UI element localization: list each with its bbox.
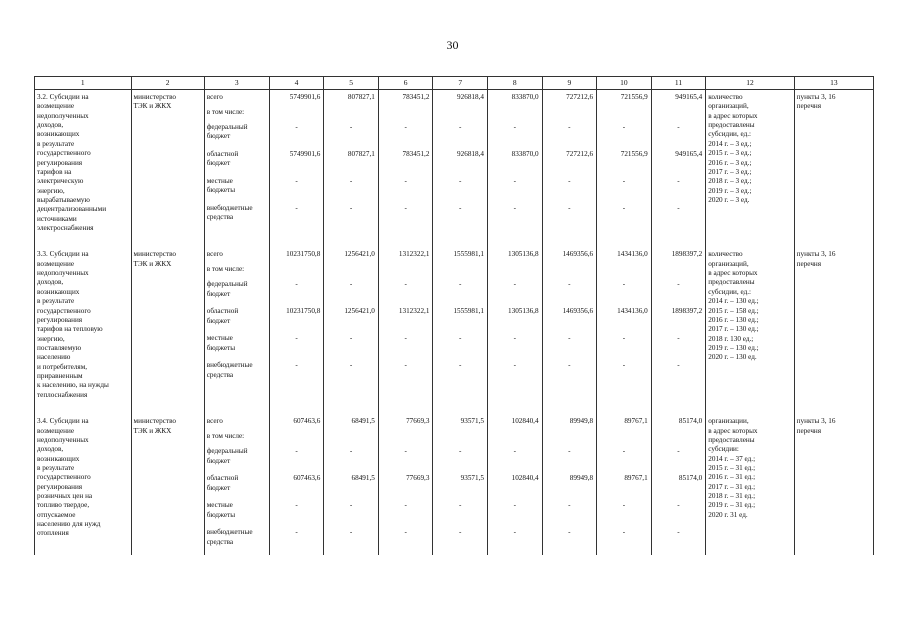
amount-value: - [459,204,462,212]
spacer-cell [542,400,597,414]
amount-value: 68491,5 [351,417,375,426]
year-amount-cell [324,247,379,400]
amount-value: - [349,447,353,456]
amount-value: - [622,361,626,370]
page-number: 30 [446,38,459,52]
year-amount-cell [433,414,488,555]
amount-value: 1898397,2 [671,307,703,316]
year-amount-cell [378,90,433,234]
expected-outcome: количество организаций, в адрес которых предоставлены субсидии, ед.: 2014 г. – 3 ед.; 2015 г. – 3 ед.; 2016 г. – 3 ед.; 2017 г. – 3 ед.; 2018 г. – 3 ед.; 2019 г. – 3 ед.; 2020 г. – 3 ед. [706,90,794,234]
spacer-cell [597,400,652,414]
program-section-row [35,414,874,555]
funding-source-label: всего [206,417,223,426]
amount-value: 833870,0 [511,93,539,101]
amount-value: - [459,447,462,456]
amount-value: 1256421,0 [344,250,375,259]
spacer-cell [433,400,488,414]
amount-value: - [459,361,462,370]
year-amount-cell [651,414,706,555]
funding-source-label: местные бюджеты [206,334,236,352]
amount-value: 102840,4 [511,474,539,483]
amount-value: 93571,5 [460,474,484,483]
program-section-row [35,247,874,400]
amount-value: - [404,123,407,131]
funding-source-label: внебюджетные средства [206,528,253,546]
amount-value [652,108,706,123]
amount-value [324,108,378,123]
amount-value [597,265,651,280]
activity-description: 3.2. Субсидии на возмещение недополученных доходов, возникающих в результате государственного регулирования тарифов на электрическую энергию, вырабатываемую децентрализованными источниками электроснабжения [35,90,132,234]
spacer-cell [542,233,597,247]
spacer-cell [378,400,433,414]
expected-outcome: организации, в адрес которых предоставлены субсидии: 2014 г. – 37 ед.; 2015 г. – 31 ед.; 2016 г. – 31 ед.; 2017 г. – 31 ед.; 2018 г. – 31 ед.; 2019 г. – 31 ед.; 2020 г. 31 ед. [706,414,794,555]
column-number-cell: 2 [131,77,204,90]
column-number-cell: 5 [324,77,379,90]
year-amount-cell [378,247,433,400]
column-number-cell: 4 [269,77,324,90]
funding-source-label: в том числе: [206,265,245,274]
amount-value [488,108,542,123]
year-amount-cell [433,247,488,400]
spacer-cell [269,233,324,247]
year-amount-cell [324,90,379,234]
amount-value: - [404,501,407,510]
amount-value: - [513,501,516,510]
amount-value: - [349,204,353,212]
amount-value [543,108,597,123]
funding-source-label: местные бюджеты [206,501,236,519]
spacer-cell [488,400,543,414]
amount-value [324,265,378,280]
funding-source-label: местные бюджеты [206,177,236,195]
funding-sources-cell [204,90,269,234]
amount-value: - [295,177,298,185]
amount-value: - [349,177,353,185]
amount-value: - [404,280,407,289]
amount-value: - [513,447,516,456]
amount-value: - [677,123,680,131]
spacer-cell [651,400,706,414]
amount-value: - [622,447,626,456]
activity-description: 3.4. Субсидии на возмещение недополученных доходов, возникающих в результате государственного регулирования розничных цен на топливо твердое, отпускаемое населению для нужд отопления [35,414,132,555]
amount-value: - [622,334,626,343]
amount-value: 1469356,6 [562,250,594,259]
column-number-cell: 11 [651,77,706,90]
amount-value: 721556,9 [620,150,648,158]
year-amount-cell [542,247,597,400]
list-references: пункты 3, 16 перечня [794,90,873,234]
amount-value: 727212,6 [566,93,594,101]
spacer-cell [794,400,873,414]
amount-value: 949165,4 [675,93,703,101]
funding-source-label: всего [206,93,223,101]
funding-source-label: всего [206,250,223,259]
amount-value: 949165,4 [675,150,703,158]
amount-value: - [622,280,626,289]
list-references: пункты 3, 16 перечня [794,414,873,555]
funding-source-label: в том числе: [206,432,245,441]
expected-outcome: количество организаций, в адрес которых предоставлены субсидии, ед.: 2014 г. – 130 ед.; 2015 г. – 158 ед.; 2016 г. – 130 ед.; 2017 г. – 130 ед.; 2018 г. 130 ед.; 2019 г. – 130 ед.; 2020 г. – 130 ед. [706,247,794,400]
funding-source-label: федеральный бюджет [206,447,248,465]
amount-value: 1434136,0 [617,307,648,316]
funding-source-label: федеральный бюджет [206,123,248,141]
amount-value: - [568,361,571,370]
spacer-cell [324,233,379,247]
amount-value: - [404,528,407,537]
amount-value: 926818,4 [457,93,484,101]
year-amount-cell [488,414,543,555]
amount-value [543,265,597,280]
year-amount-cell [433,90,488,234]
spacer-cell [204,400,269,414]
amount-value: - [513,204,516,212]
amount-value: - [295,447,298,456]
column-number-cell: 10 [597,77,652,90]
amount-value: 783451,2 [402,150,430,158]
funding-source-label: областной бюджет [206,474,239,492]
amount-value [488,265,542,280]
amount-value: 1312322,1 [398,250,430,259]
amount-value: - [349,334,353,343]
spacer-cell [131,400,204,414]
amount-value: 10231750,8 [286,307,321,316]
amount-value: 727212,6 [566,150,594,158]
amount-value: 89767,1 [624,417,648,426]
amount-value: 1256421,0 [344,307,375,316]
amount-value [433,265,487,280]
amount-value: 89949,8 [569,417,594,426]
amount-value: - [677,361,680,370]
amount-value [488,432,542,447]
amount-value: - [349,501,353,510]
amount-value: - [622,123,626,131]
spacer-cell [324,400,379,414]
amount-value: 1434136,0 [617,250,648,259]
amount-value: - [349,123,353,131]
year-amount-cell [597,90,652,234]
amount-value: 1469356,6 [562,307,594,316]
amount-value: - [295,361,298,370]
amount-value: - [568,528,571,537]
amount-value: - [404,447,407,456]
column-number-cell: 3 [204,77,269,90]
amount-value [324,432,378,447]
spacer-cell [488,233,543,247]
spacer-cell [269,400,324,414]
amount-value: 93571,5 [460,417,484,426]
spacer-cell [433,233,488,247]
amount-value: - [677,177,680,185]
spacer-cell [794,233,873,247]
amount-value: - [295,280,298,289]
amount-value [433,432,487,447]
amount-value: 721556,9 [620,93,648,101]
amount-value: 89767,1 [624,474,648,483]
column-number-cell: 6 [378,77,433,90]
amount-value: 607463,6 [293,474,321,483]
column-number-cell: 8 [488,77,543,90]
amount-value: - [459,334,462,343]
amount-value: - [622,501,626,510]
amount-value: 77669,3 [406,417,430,426]
amount-value: - [459,177,462,185]
amount-value: - [622,528,626,537]
amount-value: 68491,5 [351,474,375,483]
amount-value: - [295,501,298,510]
amount-value: - [622,177,626,185]
year-amount-cell [269,90,324,234]
column-number-cell: 1 [35,77,132,90]
spacer-cell [597,233,652,247]
funding-source-label: внебюджетные средства [206,204,253,222]
amount-value: 607463,6 [293,417,321,426]
funding-source-label: федеральный бюджет [206,280,248,298]
amount-value: - [295,204,298,212]
amount-value: 5749901,6 [289,150,321,158]
amount-value [379,432,433,447]
year-amount-cell [542,90,597,234]
amount-value: 102840,4 [511,417,539,426]
amount-value: - [568,334,571,343]
amount-value: - [677,501,680,510]
program-section-row [35,90,874,234]
amount-value: - [513,528,516,537]
amount-value: - [622,204,626,212]
amount-value: - [459,501,462,510]
amount-value: - [459,280,462,289]
amount-value: - [459,528,462,537]
amount-value [652,432,706,447]
year-amount-cell [651,247,706,400]
amount-value: 89949,8 [569,474,594,483]
amount-value [270,108,324,123]
budget-table [34,76,874,555]
amount-value: - [568,123,571,131]
year-amount-cell [597,247,652,400]
column-number-cell: 9 [542,77,597,90]
amount-value: - [404,177,407,185]
amount-value: 85174,0 [678,474,703,483]
year-amount-cell [597,414,652,555]
amount-value: 1305136,8 [508,307,539,316]
spacer-cell [131,233,204,247]
funding-sources-cell [204,414,269,555]
funding-source-label: областной бюджет [206,150,239,168]
spacer-cell [35,233,132,247]
amount-value: 783451,2 [402,93,430,101]
amount-value: - [513,361,516,370]
amount-value: - [513,177,516,185]
amount-value: - [349,361,353,370]
amount-value: - [677,447,680,456]
amount-value: - [349,280,353,289]
amount-value: - [568,177,571,185]
amount-value: - [513,280,516,289]
amount-value: - [568,447,571,456]
amount-value: - [677,334,680,343]
amount-value: 807827,1 [347,150,375,158]
amount-value: - [295,123,298,131]
year-amount-cell [324,414,379,555]
amount-value: 807827,1 [347,93,375,101]
amount-value: 926818,4 [457,150,484,158]
funding-source-label: в том числе: [206,108,245,116]
amount-value: - [295,528,298,537]
year-amount-cell [488,90,543,234]
responsible-executor: министерство ТЭК и ЖКХ [131,90,204,234]
column-number-row [35,77,874,90]
amount-value: - [677,280,680,289]
amount-value [379,265,433,280]
amount-value: - [404,204,407,212]
responsible-executor: министерство ТЭК и ЖКХ [131,414,204,555]
amount-value: 1555981,1 [453,307,484,316]
spacer-cell [706,400,794,414]
activity-description: 3.3. Субсидии на возмещение недополученных доходов, возникающих в результате государственного регулирования тарифов на тепловую энергию, поставляемую населению и потребителям, приравненным к населению, на нужды теплоснабжения [35,247,132,400]
amount-value: 10231750,8 [286,250,321,259]
year-amount-cell [651,90,706,234]
amount-value: - [568,204,571,212]
amount-value: - [459,123,462,131]
funding-source-label: внебюджетные средства [206,361,253,379]
amount-value: - [513,334,516,343]
amount-value [597,108,651,123]
amount-value: 85174,0 [678,417,703,426]
amount-value: - [568,280,571,289]
year-amount-cell [378,414,433,555]
column-number-cell: 7 [433,77,488,90]
section-spacer-row [35,233,874,247]
spacer-cell [378,233,433,247]
funding-sources-cell [204,247,269,400]
amount-value [270,432,324,447]
section-spacer-row [35,400,874,414]
amount-value [270,265,324,280]
spacer-cell [706,233,794,247]
spacer-cell [651,233,706,247]
amount-value: - [513,123,516,131]
spacer-cell [35,400,132,414]
amount-value [379,108,433,123]
amount-value [543,432,597,447]
amount-value: - [349,528,353,537]
amount-value: - [568,501,571,510]
amount-value: - [295,334,298,343]
amount-value: - [677,528,680,537]
amount-value: 1898397,2 [671,250,703,259]
amount-value: 1555981,1 [453,250,484,259]
amount-value: 833870,0 [511,150,539,158]
amount-value [597,432,651,447]
amount-value: 1312322,1 [398,307,430,316]
amount-value: - [404,334,407,343]
amount-value [652,265,706,280]
column-number-cell: 12 [706,77,794,90]
year-amount-cell [488,247,543,400]
year-amount-cell [269,247,324,400]
funding-source-label: областной бюджет [206,307,239,325]
responsible-executor: министерство ТЭК и ЖКХ [131,247,204,400]
amount-value: - [404,361,407,370]
amount-value: 77669,3 [406,474,430,483]
amount-value: 5749901,6 [289,93,321,101]
list-references: пункты 3, 16 перечня [794,247,873,400]
amount-value: - [677,204,680,212]
column-number-cell: 13 [794,77,873,90]
amount-value: 1305136,8 [508,250,539,259]
year-amount-cell [269,414,324,555]
amount-value [433,108,487,123]
spacer-cell [204,233,269,247]
year-amount-cell [542,414,597,555]
